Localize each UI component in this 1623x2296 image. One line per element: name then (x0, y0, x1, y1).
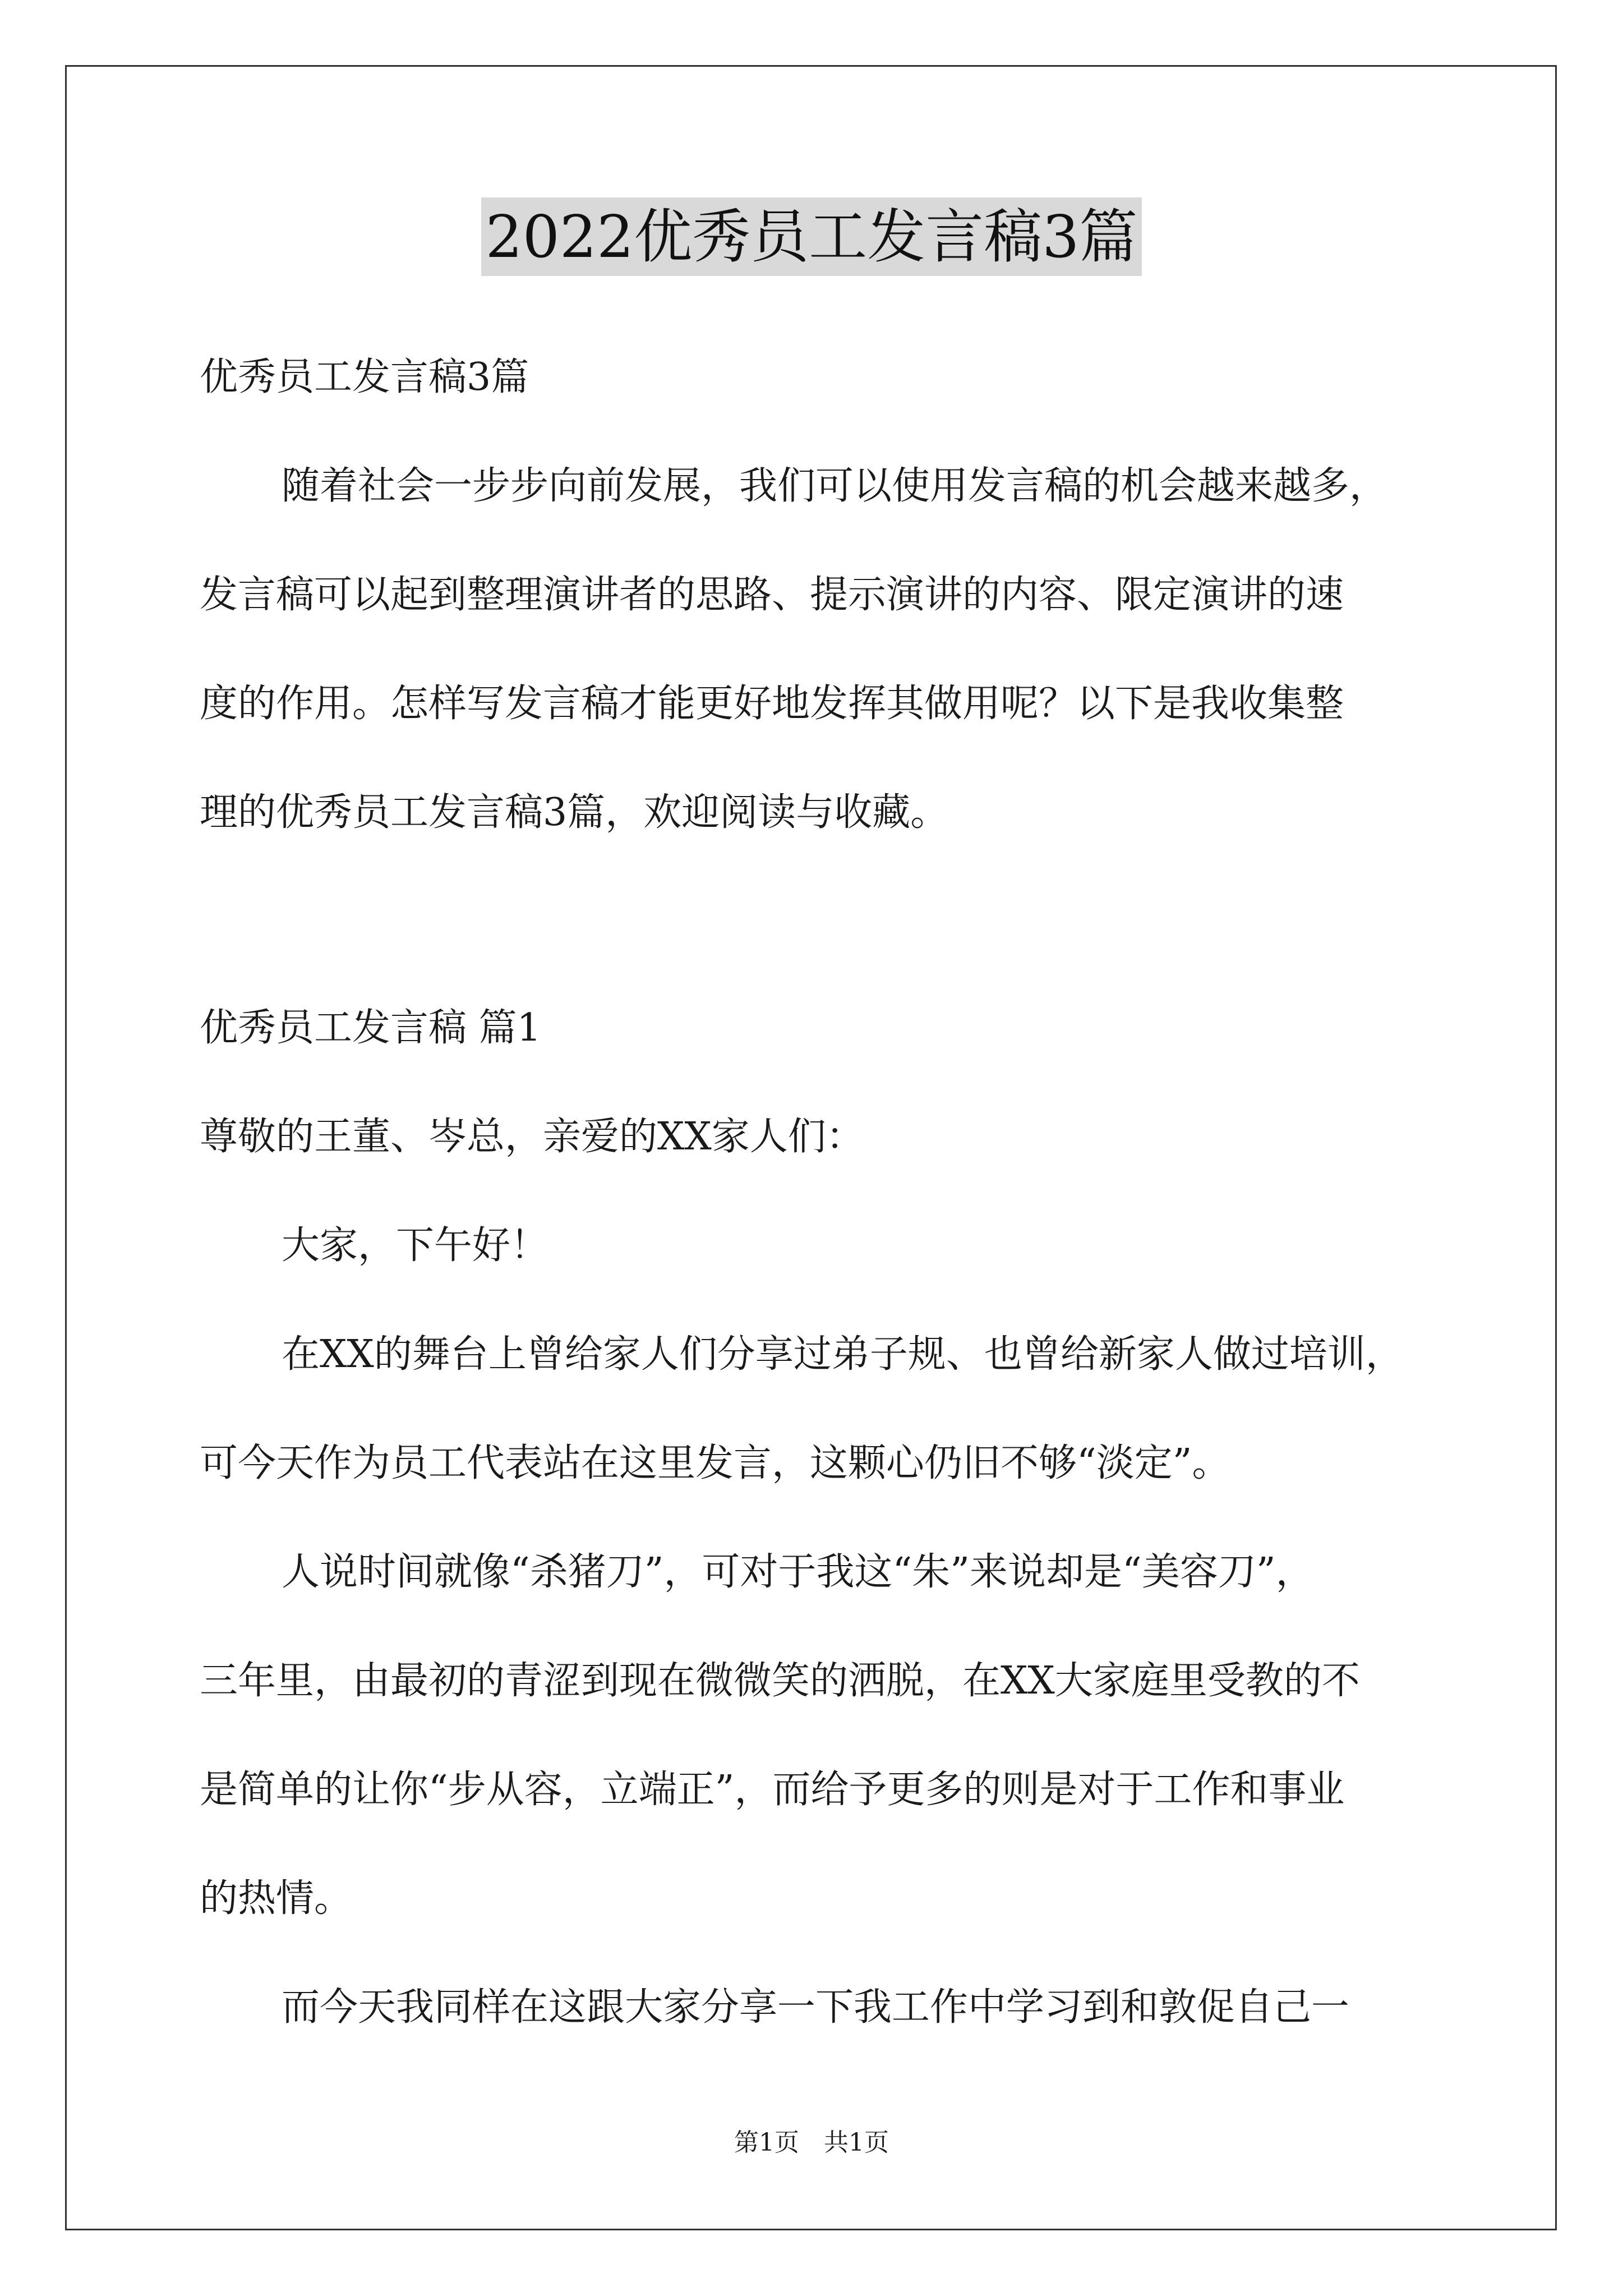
para3-line-1: 而今天我同样在这跟大家分享一下我工作中学习到和敦促自己一 (282, 1985, 1350, 2030)
intro-line-3: 度的作用。怎样写发言稿才能更好地发挥其做用呢？以下是我收集整 (200, 682, 1344, 726)
intro-line-2: 发言稿可以起到整理演讲者的思路、提示演讲的内容、限定演讲的速 (200, 573, 1344, 617)
page-footer: 第1页 共1页 (734, 2128, 889, 2157)
para1-line-1: 在XX的舞台上曾给家人们分享过弟子规、也曾给新家人做过培训， (282, 1332, 1404, 1377)
section-heading: 优秀员工发言稿 篇1 (200, 1006, 541, 1050)
greeting: 大家，下午好！ (282, 1223, 549, 1268)
subtitle: 优秀员工发言稿3篇 (200, 355, 529, 399)
salutation: 尊敬的王董、岑总，亲爱的XX家人们： (200, 1115, 864, 1159)
para2-line-4: 的热情。 (200, 1876, 353, 1921)
title-area (0, 197, 1623, 276)
para2-line-3: 是简单的让你“步从容，立端正”，而给予更多的则是对于工作和事业 (200, 1768, 1345, 1812)
para2-line-2: 三年里，由最初的青涩到现在微微笑的洒脱，在XX大家庭里受教的不 (200, 1659, 1360, 1703)
intro-line-4: 理的优秀员工发言稿3篇，欢迎阅读与收藏。 (200, 790, 949, 835)
para1-line-2: 可今天作为员工代表站在这里发言，这颗心仍旧不够“淡定”。 (200, 1441, 1230, 1485)
intro-line-1: 随着社会一步步向前发展，我们可以使用发言稿的机会越来越多， (282, 464, 1388, 508)
para2-line-1: 人说时间就像“杀猪刀”，可对于我这“朱”来说却是“美容刀”， (282, 1550, 1314, 1594)
document-title: 2022优秀员工发言稿3篇 (481, 197, 1142, 276)
